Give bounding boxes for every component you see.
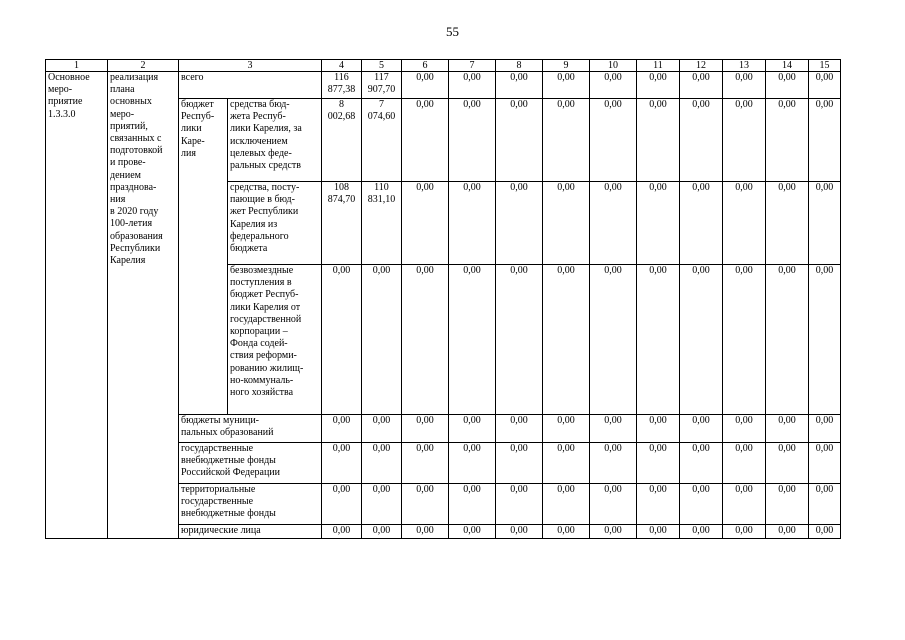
value-cell: 0,00 — [449, 484, 496, 525]
value-cell: 0,00 — [766, 484, 809, 525]
value-cell: 0,00 — [543, 99, 590, 182]
header-cell: 15 — [809, 60, 841, 72]
value-cell: 0,00 — [543, 415, 590, 443]
value-cell: 0,00 — [723, 265, 766, 415]
value-cell: 0,00 — [723, 415, 766, 443]
value-cell: 0,00 — [680, 443, 723, 484]
value-cell: 0,00 — [496, 182, 543, 265]
value-cell: 0,00 — [402, 182, 449, 265]
value-cell: 0,00 — [680, 182, 723, 265]
value-cell: 0,00 — [680, 72, 723, 99]
source-label-cell: бюджеты муници- пальных образований — [179, 415, 322, 443]
value-cell: 0,00 — [723, 182, 766, 265]
header-cell: 5 — [362, 60, 402, 72]
value-cell: 0,00 — [590, 182, 637, 265]
value-cell: 0,00 — [809, 484, 841, 525]
value-cell: 0,00 — [449, 525, 496, 539]
page-number: 55 — [446, 24, 459, 39]
value-cell: 0,00 — [402, 443, 449, 484]
value-cell: 0,00 — [402, 484, 449, 525]
budget-rk-cell: бюджет Респуб- лики Каре- лия — [179, 99, 228, 415]
value-cell: 0,00 — [637, 443, 680, 484]
table-row — [46, 72, 841, 99]
header-cell: 14 — [766, 60, 809, 72]
value-cell: 0,00 — [322, 415, 362, 443]
value-cell: 108 874,70 — [322, 182, 362, 265]
value-cell: 0,00 — [402, 265, 449, 415]
value-cell: 0,00 — [809, 265, 841, 415]
value-cell: 0,00 — [449, 265, 496, 415]
value-cell: 0,00 — [809, 72, 841, 99]
value-cell: 0,00 — [449, 182, 496, 265]
header-cell: 8 — [496, 60, 543, 72]
value-cell: 0,00 — [680, 265, 723, 415]
value-cell: 0,00 — [809, 182, 841, 265]
value-cell: 0,00 — [680, 484, 723, 525]
value-cell: 0,00 — [723, 484, 766, 525]
value-cell: 0,00 — [637, 484, 680, 525]
header-cell: 2 — [108, 60, 179, 72]
value-cell: 110 831,10 — [362, 182, 402, 265]
value-cell: 0,00 — [809, 99, 841, 182]
value-cell: 116 877,38 — [322, 72, 362, 99]
value-cell: 0,00 — [590, 415, 637, 443]
value-cell: 0,00 — [590, 484, 637, 525]
value-cell: 0,00 — [766, 525, 809, 539]
value-cell: 0,00 — [723, 72, 766, 99]
value-cell: 0,00 — [496, 525, 543, 539]
value-cell: 0,00 — [402, 72, 449, 99]
value-cell: 0,00 — [766, 265, 809, 415]
value-cell: 0,00 — [590, 525, 637, 539]
value-cell: 0,00 — [496, 265, 543, 415]
value-cell: 0,00 — [322, 484, 362, 525]
header-cell: 6 — [402, 60, 449, 72]
value-cell: 0,00 — [496, 443, 543, 484]
value-cell: 0,00 — [680, 525, 723, 539]
value-cell: 0,00 — [637, 415, 680, 443]
value-cell: 0,00 — [680, 99, 723, 182]
value-cell: 7 074,60 — [362, 99, 402, 182]
value-cell: 0,00 — [637, 525, 680, 539]
event-description-cell: реализация плана основных меро- приятий, связанных с подготовкой и прове- дением празднова- ния в 2020 году 100-летия образования Республики Карелия — [108, 72, 179, 539]
value-cell: 8 002,68 — [322, 99, 362, 182]
value-cell: 0,00 — [362, 525, 402, 539]
value-cell: 0,00 — [496, 415, 543, 443]
source-label-cell: средства, посту- пающие в бюд- жет Республики Карелия из федерального бюджета — [228, 182, 322, 265]
value-cell: 0,00 — [590, 443, 637, 484]
header-cell: 3 — [179, 60, 322, 72]
header-cell: 13 — [723, 60, 766, 72]
value-cell: 0,00 — [543, 443, 590, 484]
value-cell: 0,00 — [809, 443, 841, 484]
header-row — [46, 60, 841, 72]
value-cell: 0,00 — [322, 443, 362, 484]
value-cell: 0,00 — [449, 443, 496, 484]
value-cell: 0,00 — [543, 265, 590, 415]
budget-table — [45, 59, 841, 539]
value-cell: 0,00 — [402, 99, 449, 182]
value-cell: 0,00 — [322, 265, 362, 415]
value-cell: 0,00 — [543, 182, 590, 265]
value-cell: 0,00 — [362, 265, 402, 415]
value-cell: 0,00 — [449, 72, 496, 99]
value-cell: 0,00 — [496, 484, 543, 525]
value-cell: 0,00 — [723, 525, 766, 539]
source-label-cell: всего — [179, 72, 322, 99]
event-code-cell: Основное меро- приятие 1.3.3.0 — [46, 72, 108, 539]
value-cell: 0,00 — [637, 265, 680, 415]
header-cell: 7 — [449, 60, 496, 72]
header-cell: 1 — [46, 60, 108, 72]
value-cell: 0,00 — [362, 415, 402, 443]
header-cell: 9 — [543, 60, 590, 72]
value-cell: 0,00 — [449, 99, 496, 182]
value-cell: 0,00 — [680, 415, 723, 443]
value-cell: 0,00 — [590, 99, 637, 182]
value-cell: 117 907,70 — [362, 72, 402, 99]
value-cell: 0,00 — [590, 72, 637, 99]
value-cell: 0,00 — [543, 484, 590, 525]
value-cell: 0,00 — [809, 415, 841, 443]
value-cell: 0,00 — [637, 182, 680, 265]
value-cell: 0,00 — [723, 99, 766, 182]
value-cell: 0,00 — [402, 415, 449, 443]
value-cell: 0,00 — [496, 72, 543, 99]
value-cell: 0,00 — [766, 415, 809, 443]
header-cell: 12 — [680, 60, 723, 72]
value-cell: 0,00 — [723, 443, 766, 484]
value-cell: 0,00 — [590, 265, 637, 415]
value-cell: 0,00 — [766, 443, 809, 484]
value-cell: 0,00 — [362, 443, 402, 484]
value-cell: 0,00 — [362, 484, 402, 525]
value-cell: 0,00 — [402, 525, 449, 539]
header-cell: 11 — [637, 60, 680, 72]
source-label-cell: безвозмездные поступления в бюджет Респуб- лики Карелия от государственной корпорации – Фонда содей- ствия реформи- рованию жилищ- но-коммуналь- ного хозяйства — [228, 265, 322, 415]
value-cell: 0,00 — [322, 525, 362, 539]
value-cell: 0,00 — [637, 72, 680, 99]
value-cell: 0,00 — [496, 99, 543, 182]
source-label-cell: юридические лица — [179, 525, 322, 539]
value-cell: 0,00 — [766, 72, 809, 99]
source-label-cell: территориальные государственные внебюджетные фонды — [179, 484, 322, 525]
header-cell: 4 — [322, 60, 362, 72]
header-cell: 10 — [590, 60, 637, 72]
value-cell: 0,00 — [766, 99, 809, 182]
value-cell: 0,00 — [766, 182, 809, 265]
source-label-cell: средства бюд- жета Респуб- лики Карелия, за исключением целевых феде- ральных средств — [228, 99, 322, 182]
source-label-cell: государственные внебюджетные фонды Российской Федерации — [179, 443, 322, 484]
value-cell: 0,00 — [449, 415, 496, 443]
value-cell: 0,00 — [637, 99, 680, 182]
value-cell: 0,00 — [809, 525, 841, 539]
value-cell: 0,00 — [543, 525, 590, 539]
value-cell: 0,00 — [543, 72, 590, 99]
